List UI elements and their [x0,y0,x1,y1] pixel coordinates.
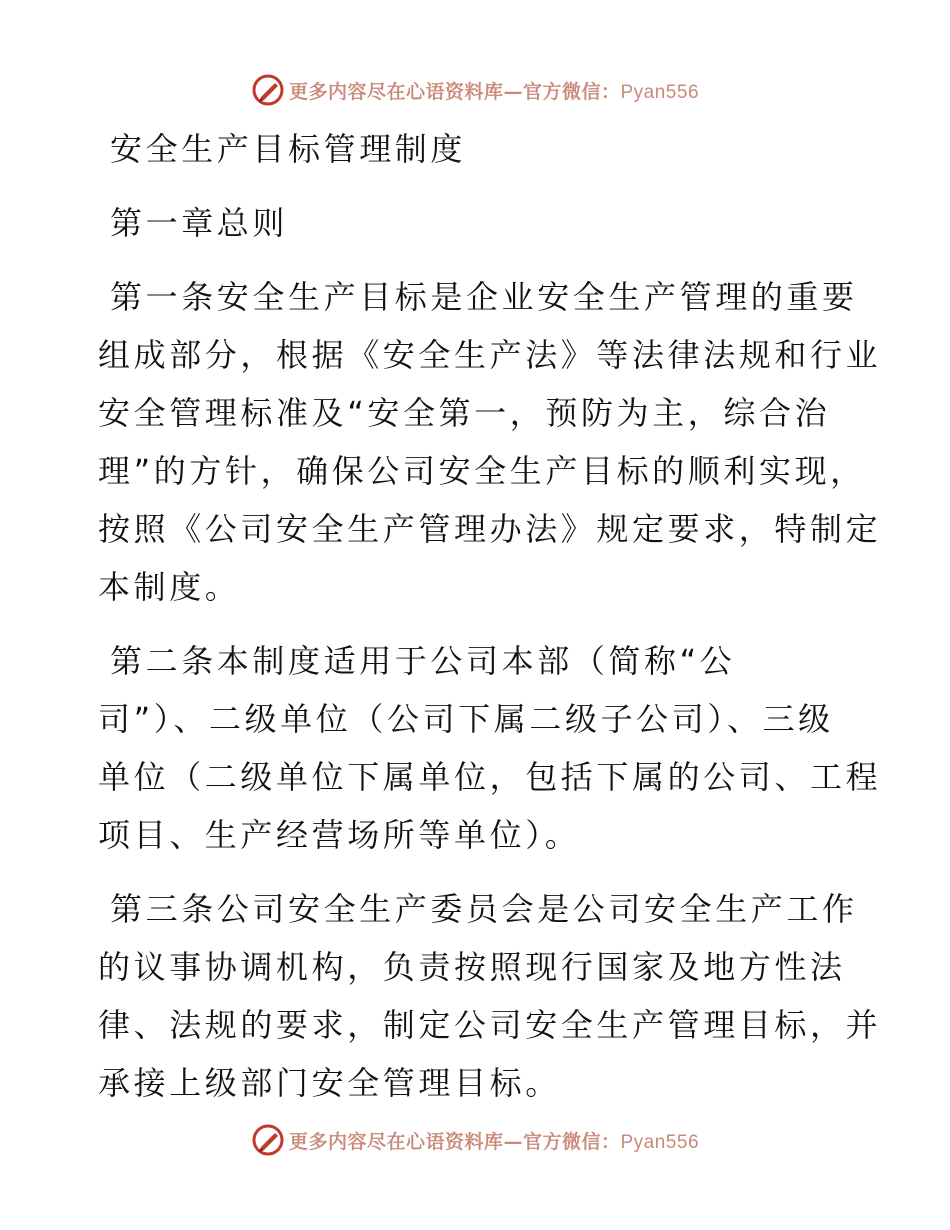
watermark-id: Pyan556 [620,81,700,103]
paragraph-line: 项目、生产经营场所等单位）。 [98,816,581,854]
watermark-footer [0,1120,950,1160]
pen-logo-icon [251,1123,285,1157]
watermark-id: Pyan556 [620,1131,700,1153]
paragraph-line: 承接上级部门安全管理目标。 [98,1064,561,1102]
paragraph-article-3 [98,880,882,1112]
watermark-text: 更多内容尽在心语资料库—官方微信：Pyan556 [288,1130,700,1153]
paragraph-line: 组成部分，根据《安全生产法》等法律法规和行业 [98,336,882,374]
pen-logo-icon [251,73,285,107]
paragraph-line: 理”的方针，确保公司安全生产目标的顺利实现， [98,452,866,490]
paragraph-line: 律、法规的要求，制定公司安全生产管理目标，并 [98,1006,882,1044]
paragraph-line: 安全管理标准及“安全第一，预防为主，综合治 [98,394,831,432]
chapter-heading: 第一章总则 [110,204,289,242]
paragraph-article-2 [98,632,882,864]
paragraph-line: 本制度。 [98,568,241,606]
paragraph-article-1 [98,268,882,616]
paragraph-line: 司”）、二级单位（公司下属二级子公司）、三级 [98,700,834,738]
paragraph-line: 单位（二级单位下属单位，包括下属的公司、工程 [98,758,882,796]
paragraph-line: 按照《公司安全生产管理办法》规定要求，特制定 [98,510,882,548]
document-body [98,120,882,1112]
watermark-text: 更多内容尽在心语资料库—官方微信：Pyan556 [288,80,700,103]
paragraph-line: 第一条安全生产目标是企业安全生产管理的重要 [110,278,858,316]
paragraph-line: 的议事协调机构，负责按照现行国家及地方性法 [98,948,846,986]
document-title: 安全生产目标管理制度 [110,130,467,168]
paragraph-line: 第三条公司安全生产委员会是公司安全生产工作 [110,890,858,928]
watermark-header [0,70,950,110]
paragraph-line: 第二条本制度适用于公司本部（简称“公 [110,642,736,680]
